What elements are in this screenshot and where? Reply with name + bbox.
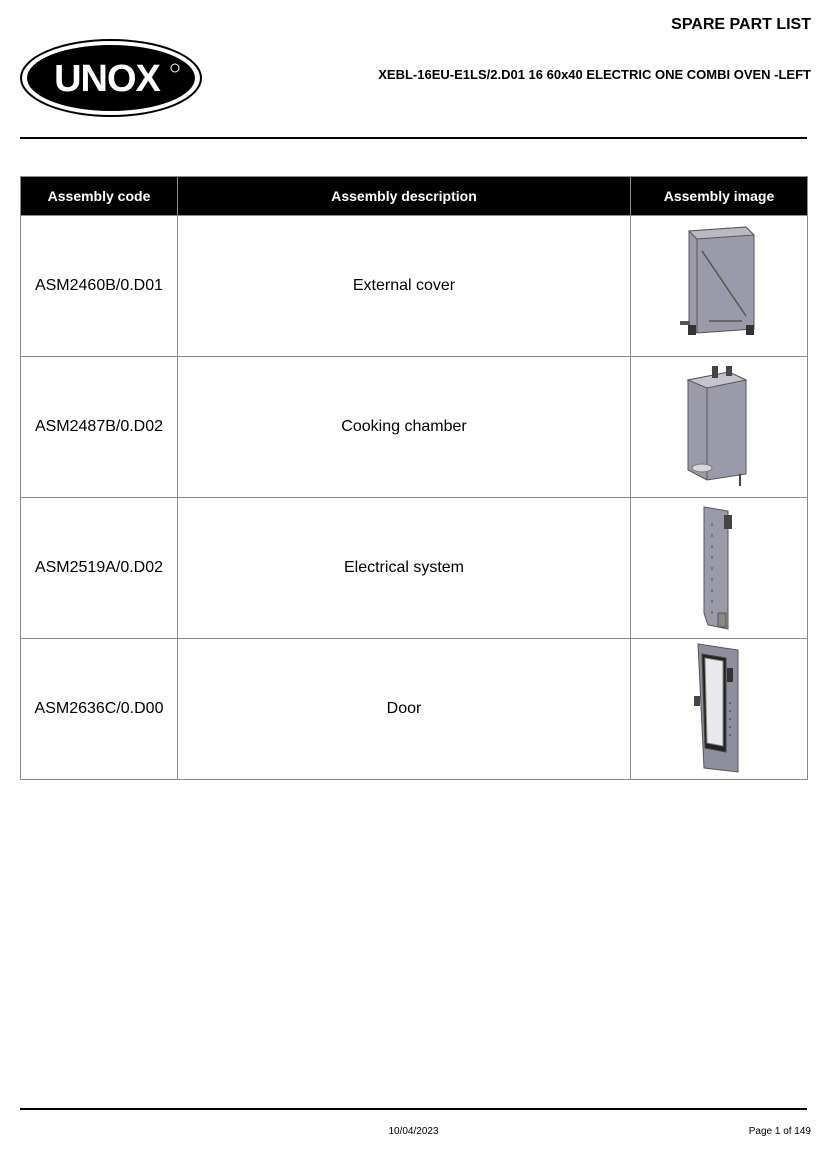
- cooking-chamber-icon: [674, 362, 764, 492]
- table-header-row: [21, 177, 808, 216]
- header-divider: [20, 137, 807, 139]
- assembly-description: Cooking chamber: [178, 357, 631, 498]
- external-cover-icon: [674, 221, 764, 351]
- table-row: [21, 357, 808, 498]
- document-title: SPARE PART LIST: [671, 16, 811, 33]
- assembly-code: ASM2636C/0.D00: [21, 639, 178, 780]
- door-icon: [674, 642, 764, 776]
- svg-text:UNOX: UNOX: [54, 58, 160, 100]
- document-subtitle: XEBL-16EU-E1LS/2.D01 16 60x40 ELECTRIC ONE COMBI OVEN -LEFT: [378, 67, 811, 82]
- assembly-code: ASM2519A/0.D02: [21, 498, 178, 639]
- footer-divider: [20, 1108, 807, 1110]
- assembly-code: ASM2487B/0.D02: [21, 357, 178, 498]
- column-header-code: Assembly code: [21, 177, 178, 216]
- page-number: Page 1 of 149: [748, 1126, 811, 1137]
- table-row: [21, 639, 808, 780]
- column-header-description: Assembly description: [178, 177, 631, 216]
- column-header-image: Assembly image: [631, 177, 808, 216]
- electrical-system-icon: [674, 503, 764, 633]
- assembly-description: Electrical system: [178, 498, 631, 639]
- table-row: [21, 216, 808, 357]
- assembly-description: External cover: [178, 216, 631, 357]
- unox-logo: [19, 38, 203, 118]
- table-row: [21, 498, 808, 639]
- footer-date: 10/04/2023: [388, 1126, 439, 1137]
- assembly-description: Door: [178, 639, 631, 780]
- assembly-table: [20, 176, 808, 780]
- assembly-code: ASM2460B/0.D01: [21, 216, 178, 357]
